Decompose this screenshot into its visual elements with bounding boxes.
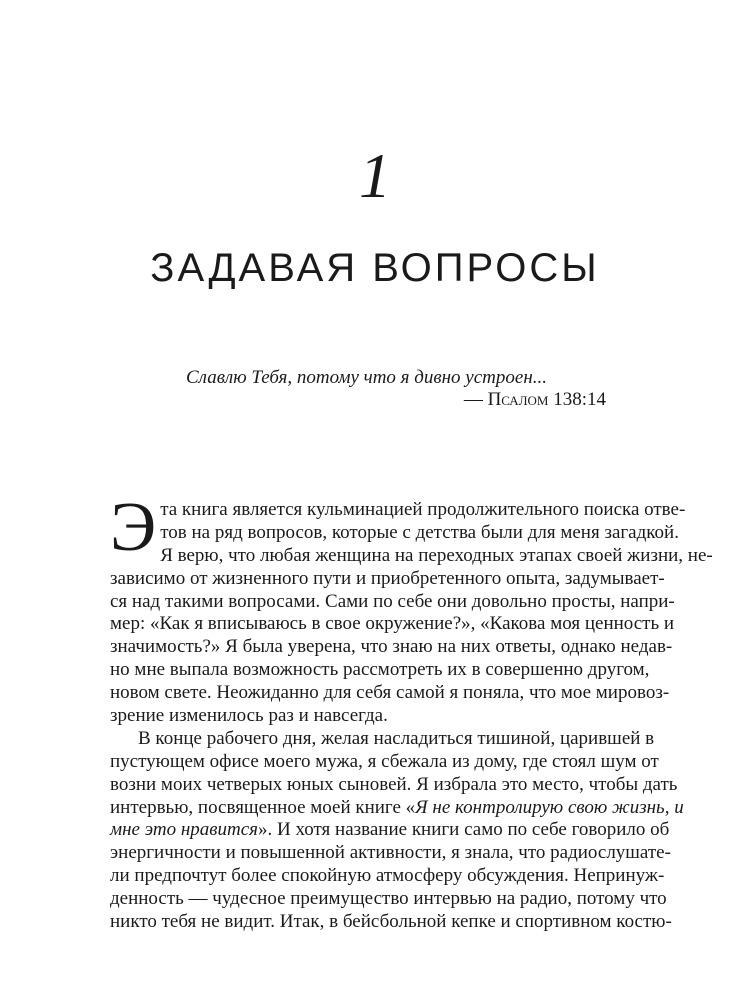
text-line [110,819,670,842]
text-line: никто тебя не видит. Итак, в бейсбольной кепке и спортивном костю- [110,911,672,933]
epigraph-source-dash: — [463,389,488,410]
text-line: денность — чудесное преимущество интервью на радио, потому что [110,888,667,910]
text-line: возни моих четверых юных сыновей. Я избрала это место, чтобы дать [110,773,678,795]
paragraph-1 [110,489,713,728]
text-line: значимость?» Я была уверена, что знаю на них ответы, однако недав- [110,636,673,658]
epigraph-quote: Славлю Тебя, потому что я дивно устроен... [186,367,547,388]
text-line: тов на ряд вопросов, которые с детства были для меня загадкой. [160,521,679,543]
epigraph [186,367,606,411]
text-line: В конце рабочего дня, желая насладиться тишиной, царившей в [138,727,655,749]
text-segment: ». И хотя название книги само по себе говорило об [258,819,670,841]
book-title-italic: Я не контролирую свою жизнь, и [415,796,684,818]
text-line: мер: «Как я вписываюсь в свое окружение?», «Какова моя ценность и [110,613,675,635]
epigraph-source-book: Псалом [487,389,549,410]
chapter-number: 1 [359,140,391,211]
text-line: ли предпочтут более спокойную атмосферу обсуждения. Непринуж- [110,865,665,887]
paragraph-2 [110,727,684,934]
text-line: Я верю, что любая женщина на переходных этапах своей жизни, не- [160,544,713,566]
book-title-italic: мне это нравится [110,819,258,841]
text-line: пустующем офисе моего мужа, я сбежала из дому, где стоял шум от [110,750,659,772]
text-line [110,796,684,820]
body-text [110,489,713,934]
text-line: зависимо от жизненного пути и приобретенного опыта, задумывает- [110,567,665,589]
text-segment: интервью, посвященное моей книге « [110,796,416,818]
text-line: но мне выпала возможность рассмотреть их в совершенно другом, [110,659,650,681]
text-line: зрение изменилось раз и навсегда. [110,705,388,727]
chapter-title: ЗАДАВАЯ ВОПРОСЫ [150,246,600,290]
text-line: энергичности и повышенной активности, я знала, что радиослушате- [110,842,671,864]
epigraph-source-reference: 138:14 [548,389,606,410]
text-line: ся над такими вопросами. Сами по себе они довольно просты, напри- [110,590,675,612]
drop-cap: Э [110,489,157,566]
epigraph-source [186,389,606,411]
text-line: новом свете. Неожиданно для себя самой я поняла, что мое мировоз- [110,682,670,704]
text-line: та книга является кульминацией продолжительного поиска отве- [160,499,686,520]
